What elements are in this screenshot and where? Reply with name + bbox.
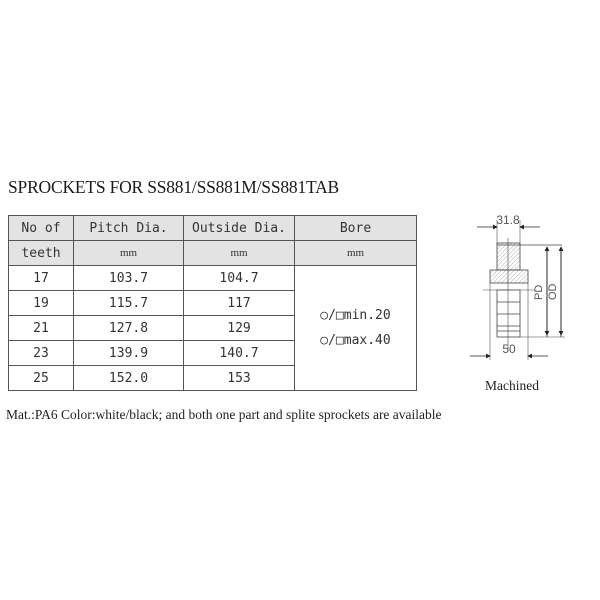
- cell-teeth: 19: [9, 291, 74, 316]
- dim-pd-label: PD: [533, 284, 545, 300]
- sprocket-spec-table: [8, 215, 417, 391]
- header-pitch-dia: Pitch Dia.: [74, 216, 184, 241]
- cell-pitch: 115.7: [74, 291, 184, 316]
- table-unit-row: [9, 241, 417, 266]
- cell-bore-range: [295, 266, 417, 391]
- cell-outside: 129: [184, 316, 295, 341]
- unit-pitch: mm: [74, 241, 184, 266]
- cell-outside: 140.7: [184, 341, 295, 366]
- cell-teeth: 17: [9, 266, 74, 291]
- cell-teeth: 25: [9, 366, 74, 391]
- unit-bore: mm: [295, 241, 417, 266]
- bore-min: ○/□min.20: [320, 308, 391, 323]
- dim-bottom-width: 50: [502, 342, 516, 356]
- cell-outside: 117: [184, 291, 295, 316]
- material-note: Mat.:PA6 Color:white/black; and both one part and splite sprockets are available: [6, 407, 442, 422]
- header-teeth-line2: teeth: [9, 241, 74, 266]
- cell-pitch: 139.9: [74, 341, 184, 366]
- cell-pitch: 103.7: [74, 266, 184, 291]
- cell-pitch: 152.0: [74, 366, 184, 391]
- header-teeth: No of: [9, 216, 74, 241]
- page-title: SPROCKETS FOR SS881/SS881M/SS881TAB: [8, 177, 340, 197]
- cell-pitch: 127.8: [74, 316, 184, 341]
- cell-outside: 153: [184, 366, 295, 391]
- sprocket-technical-drawing: [440, 200, 590, 400]
- cell-teeth: 23: [9, 341, 74, 366]
- drawing-caption: Machined: [485, 378, 539, 393]
- cell-teeth: 21: [9, 316, 74, 341]
- dim-od-label: OD: [547, 283, 559, 300]
- header-outside-dia: Outside Dia.: [184, 216, 295, 241]
- table-header-row: [9, 216, 417, 241]
- cell-outside: 104.7: [184, 266, 295, 291]
- table-row: [9, 266, 417, 291]
- unit-outside: mm: [184, 241, 295, 266]
- bore-max: ○/□max.40: [320, 333, 391, 348]
- header-bore: Bore: [295, 216, 417, 241]
- dim-top-width: 31.8: [496, 213, 520, 227]
